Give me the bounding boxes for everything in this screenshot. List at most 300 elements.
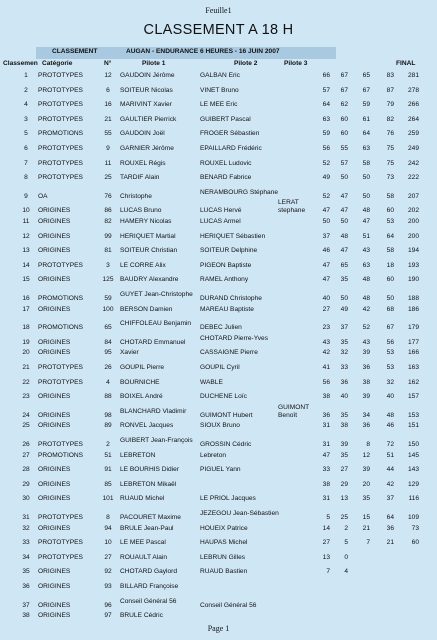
number-cell: 99 [104,232,112,240]
score-2-cell: 40 [340,393,348,401]
score-2-cell: 35 [340,411,348,419]
score-1-cell: 31 [322,441,330,448]
final-score-cell: 188 [407,295,419,302]
classement-label: CLASSEMENT [52,48,98,55]
pilot-2-cell: JEZEGOU Jean-Sébastien [200,510,279,517]
rank-cell: 21 [22,364,30,371]
pilot-2-cell: BENARD Fabrice [200,174,252,182]
score-3-cell: 42 [362,305,370,313]
score-2-cell: 50 [340,218,348,225]
header-pilote-1: Pilote 1 [142,60,166,67]
score-1-cell: 47 [322,207,330,215]
rank-cell: 29 [22,480,30,488]
pilot-1-cell: HAMERY Nicolas [120,218,172,225]
score-1-cell: 33 [322,466,330,474]
score-4-cell: 60 [386,207,394,215]
rank-cell: 15 [22,276,30,284]
pilot-2-cell: LUCAS Hervé [200,207,242,215]
score-1-cell: 64 [322,101,330,109]
category-cell: PROTOTYPES [38,378,83,386]
score-2-cell: 47 [340,192,348,200]
pilot-2-cell: PIGUEL Yann [200,466,241,474]
score-4-cell: 46 [386,422,394,430]
number-cell: 96 [104,601,112,609]
number-cell: 93 [104,583,112,590]
category-cell: ORIGINES [38,524,71,532]
pilot-2-cell: SOITEUR Delphine [200,247,258,255]
rank-cell: 33 [22,539,30,547]
rank-cell: 38 [22,612,30,620]
final-score-cell: 278 [407,86,419,94]
header-categorie: Catégorie [42,60,73,67]
rank-cell: 6 [24,145,28,152]
sheet-name: Feuille1 [205,6,232,15]
score-2-cell: 4 [344,568,348,576]
score-2-cell: 50 [340,295,348,302]
pilot-2-cell: EPAILLARD Frédéric [200,145,262,152]
pilot-1-cell: BOURNICHE [120,378,160,386]
pilot-2-cell: RUAUD Bastien [200,568,248,576]
number-cell: 76 [104,192,112,200]
score-3-cell: 7 [366,539,370,547]
score-1-cell: 41 [322,364,330,371]
score-1-cell: 23 [322,324,330,332]
pilot-2-cell: RAMEL Anthony [200,276,249,284]
rank-cell: 37 [22,601,30,609]
category-cell: PROMOTIONS [38,451,84,459]
final-score-cell: 153 [407,411,419,419]
score-2-cell: 13 [340,495,348,503]
score-3-cell: 47 [362,218,370,225]
final-score-cell: 194 [407,247,419,255]
score-1-cell: 5 [326,514,330,521]
score-1-cell: 56 [322,378,330,386]
score-3-cell: 12 [362,451,370,459]
score-4-cell: 82 [386,115,394,123]
rank-cell: 1 [24,72,28,79]
final-score-cell: 249 [407,145,419,152]
final-score-cell: 207 [407,192,419,200]
pilot-2-cell: DEBEC Julien [200,324,242,332]
rank-cell: 9 [24,192,28,200]
rank-cell: 36 [22,583,30,590]
category-cell: ORIGINES [38,218,71,225]
score-1-cell: 37 [322,232,330,240]
rank-cell: 25 [22,422,30,430]
score-1-cell: 47 [322,261,330,269]
score-4-cell: 21 [386,539,394,547]
pilot-1-cell: PACOURET Maxime [120,514,181,521]
rank-cell: 7 [24,159,28,167]
score-4-cell: 67 [386,324,394,332]
rank-cell: 22 [22,378,30,386]
number-cell: 100 [102,305,114,313]
category-cell: PROMOTIONS [38,130,84,138]
score-2-cell: 32 [340,349,348,357]
category-cell: ORIGINES [38,247,71,255]
score-4-cell: 64 [386,232,394,240]
score-4-cell: 58 [386,247,394,255]
pilot-1-cell: LE CORRE Alix [120,261,166,269]
score-4-cell: 83 [386,72,394,79]
score-2-cell: 55 [340,145,348,152]
pilot-1-cell: GAUDOIN Jérôme [120,72,175,79]
score-3-cell: 43 [362,247,370,255]
number-cell: 27 [104,553,112,561]
pilot-2-cell: GALBAN Eric [200,72,240,79]
category-cell: PROTOTYPES [38,539,83,547]
number-cell: 11 [104,159,112,167]
score-4-cell: 76 [386,130,394,138]
number-cell: 8 [106,514,110,521]
score-3-cell: 38 [362,378,370,386]
score-2-cell: 0 [344,553,348,561]
category-cell: ORIGINES [38,349,71,357]
rank-cell: 24 [22,411,30,419]
pilot-1-cell: LE BOURHIS Didier [120,466,179,474]
category-cell: ORIGINES [38,601,71,609]
score-2-cell: 2 [344,524,348,532]
pilot-1-cell: BRULE Jean-Paul [120,524,174,532]
score-2-cell: 60 [340,115,348,123]
pilot-1-cell: RUAUD Michel [120,495,165,503]
rank-cell: 4 [24,101,28,109]
score-3-cell: 20 [362,480,370,488]
final-score-cell: 143 [407,466,419,474]
score-3-cell: 15 [362,514,370,521]
final-score-cell: 177 [407,338,419,346]
pilot-1-cell: RONVEL Jacques [120,422,174,430]
score-3-cell: 65 [362,72,370,79]
category-cell: ORIGINES [38,393,71,401]
category-cell: PROTOTYPES [38,159,83,167]
score-4-cell: 32 [386,378,394,386]
pilot-1-cell: LE MEE Pascal [120,539,166,547]
number-cell: 12 [104,72,112,79]
score-1-cell: 47 [322,276,330,284]
rank-cell: 5 [24,130,28,138]
number-cell: 94 [104,524,112,532]
pilot-1-cell: CHIFFOLEAU Benjamin [120,320,192,328]
score-1-cell: 14 [322,524,330,532]
score-2-cell: 39 [340,441,348,448]
score-3-cell: 48 [362,276,370,284]
score-1-cell: 66 [322,72,330,79]
pilot-2-cell: CASSAIGNE Pierre [200,349,258,357]
score-3-cell: 48 [362,207,370,215]
pilot-1-cell: BAUDRY Alexandre [120,276,179,284]
final-score-cell: 166 [407,349,419,357]
pilot-1-cell: GARNIER Jérôme [120,145,174,152]
rank-cell: 20 [22,349,30,357]
final-score-cell: 200 [407,218,419,225]
score-2-cell: 48 [340,232,348,240]
score-4-cell: 58 [386,192,394,200]
score-4-cell: 51 [386,451,394,459]
pilot-2-cell: MAREAU Baptiste [200,305,254,313]
number-cell: 2 [106,441,110,448]
score-1-cell: 13 [322,553,330,561]
number-cell: 9 [106,145,110,152]
score-4-cell: 75 [386,159,394,167]
score-2-cell: 47 [340,247,348,255]
pilot-1-cell: BLANCHARD Vladimir [120,407,187,415]
pilot-2-cell: SIOUX Bruno [200,422,240,430]
score-4-cell: 64 [386,514,394,521]
score-3-cell: 34 [362,411,370,419]
score-4-cell: 48 [386,411,394,419]
pilot-1-cell: GOUPIL Pierre [120,364,165,371]
score-2-cell: 5 [344,539,348,547]
score-2-cell: 25 [340,514,348,521]
number-cell: 84 [104,338,112,346]
score-3-cell: 63 [362,261,370,269]
score-1-cell: 36 [322,411,330,419]
pilot-1-cell: Conseil Général 56 [120,597,177,605]
final-score-cell: 73 [411,524,419,532]
rank-cell: 27 [22,451,30,459]
number-cell: 65 [104,324,112,332]
event-banner [36,47,336,59]
header-pilote-3: Pilote 3 [284,60,308,67]
pilot-1-cell: CHOTARD Emmanuel [120,338,186,346]
pilot-2-cell: NERAMBOURG Stéphane [200,188,279,196]
final-score-cell: 264 [407,115,419,123]
category-cell: PROTOTYPES [38,101,83,109]
pilot-2-cell: GUIBERT Pascal [200,115,251,123]
score-2-cell: 38 [340,422,348,430]
score-1-cell: 56 [322,145,330,152]
number-cell: 26 [104,364,112,371]
rank-cell: 30 [22,495,30,503]
score-2-cell: 33 [340,364,348,371]
final-score-cell: 151 [407,422,419,430]
score-4-cell: 37 [386,495,394,503]
page-number: Page 1 [207,624,230,633]
pilot-2-cell: LEBRUN Gilles [200,553,246,561]
rank-cell: 13 [22,247,30,255]
number-cell: 89 [104,422,112,430]
final-score-cell: 60 [411,539,419,547]
final-score-cell: 259 [407,130,419,138]
score-4-cell: 72 [386,441,394,448]
pilot-1-cell: LEBRETON [120,451,156,459]
category-cell: PROTOTYPES [38,115,83,123]
final-score-cell: 266 [407,101,419,109]
score-2-cell: 35 [340,276,348,284]
score-4-cell: 40 [386,393,394,401]
number-cell: 25 [104,174,112,182]
category-cell: PROTOTYPES [38,174,83,182]
category-cell: ORIGINES [38,411,71,419]
rank-cell: 8 [24,174,28,182]
final-score-cell: 162 [407,378,419,386]
score-4-cell: 68 [386,305,394,313]
rank-cell: 28 [22,466,30,474]
header-final: FINAL [396,60,416,67]
score-1-cell: 47 [322,451,330,459]
pilot-2-cell: HOUEIX Patrice [200,524,248,532]
pilot-2-cell: VINET Bruno [200,86,239,94]
score-1-cell: 49 [322,174,330,182]
rank-cell: 23 [22,393,30,401]
pilot-1-cell: GUYET Jean-Christophe [120,291,193,298]
category-cell: ORIGINES [38,495,71,503]
header-pilote-2: Pilote 2 [234,60,258,67]
final-score-cell: 202 [407,207,419,215]
number-cell: 59 [104,295,112,302]
category-cell: PROTOTYPES [38,72,83,79]
rank-cell: 26 [22,441,30,448]
score-1-cell: 57 [322,86,330,94]
score-2-cell: 47 [340,207,348,215]
pilot-1-cell: MARIVINT Xavier [120,101,172,109]
pilot-2-cell: Lebreton [200,451,227,459]
score-4-cell: 79 [386,101,394,109]
score-2-cell: 49 [340,305,348,313]
score-3-cell: 39 [362,349,370,357]
pilot-2-cell: WABLE [200,378,223,386]
score-1-cell: 27 [322,305,330,313]
score-4-cell: 75 [386,145,394,152]
pilot-1-cell: Christophe [120,192,152,200]
score-1-cell: 40 [322,295,330,302]
score-3-cell: 67 [362,86,370,94]
score-1-cell: 50 [322,218,330,225]
number-cell: 85 [104,480,112,488]
pilot-1-cell: BILLARD Françoise [120,583,179,590]
score-4-cell: 56 [386,338,394,346]
score-1-cell: 27 [322,539,330,547]
score-4-cell: 18 [386,261,394,269]
category-cell: ORIGINES [38,466,71,474]
score-3-cell: 64 [362,130,370,138]
score-1-cell: 63 [322,115,330,123]
score-1-cell: 38 [322,480,330,488]
category-cell: PROMOTIONS [38,324,84,332]
number-cell: 51 [104,451,112,459]
score-3-cell: 58 [362,159,370,167]
number-cell: 21 [104,115,112,123]
score-3-cell: 43 [362,338,370,346]
pilot-1-cell: Xavier [120,349,139,357]
rank-cell: 12 [22,232,30,240]
pilot-2-cell: GOUPIL Cyril [200,364,240,371]
category-cell: ORIGINES [38,207,71,215]
rank-cell: 19 [22,338,30,346]
pilot-1-cell: BERSON Damien [120,305,173,313]
rank-cell: 35 [22,568,30,576]
rank-cell: 14 [22,261,30,269]
pilot-2-cell: FROGER Sébastien [200,130,260,138]
score-3-cell: 61 [362,115,370,123]
rank-cell: 17 [22,305,30,313]
number-cell: 97 [104,612,112,620]
category-cell: ORIGINES [38,568,71,576]
category-cell: PROTOTYPES [38,86,83,94]
number-cell: 81 [104,247,112,255]
category-cell: ORIGINES [38,232,71,240]
score-2-cell: 57 [340,159,348,167]
final-score-cell: 222 [407,174,419,182]
score-4-cell: 36 [386,524,394,532]
score-4-cell: 87 [386,86,394,94]
rank-cell: 2 [24,86,28,94]
pilot-2-cell: DURAND Christophe [200,295,262,302]
rank-cell: 3 [24,115,28,123]
rank-cell: 11 [22,218,30,225]
category-cell: ORIGINES [38,422,71,430]
category-cell: ORIGINES [38,583,71,590]
score-1-cell: 46 [322,247,330,255]
header-classement: Classemen [3,60,38,67]
final-score-cell: 179 [407,324,419,332]
score-3-cell: 21 [362,524,370,532]
pilot-2-cell: LE MEE Eric [200,101,238,109]
category-cell: ORIGINES [38,612,71,620]
number-cell: 101 [102,495,114,503]
score-2-cell: 65 [340,261,348,269]
final-score-cell: 157 [407,393,419,401]
score-1-cell: 7 [326,568,330,576]
pilot-2-cell: HERIQUET Sébastien [200,232,266,240]
score-3-cell: 36 [362,422,370,430]
final-score-cell: 145 [407,451,419,459]
score-3-cell: 50 [362,174,370,182]
rank-cell: 34 [22,553,30,561]
score-2-cell: 60 [340,130,348,138]
score-1-cell: 52 [322,192,330,200]
final-score-cell: 186 [407,305,419,313]
number-cell: 10 [104,539,112,547]
pilot-1-cell: BRULE Cédric [120,612,163,620]
number-cell: 16 [104,101,112,109]
category-cell: ORIGINES [38,338,71,346]
event-title: AUGAN - ENDURANCE 6 HEURES - 16 JUIN 2007 [126,48,280,55]
final-score-cell: 163 [407,364,419,371]
number-cell: 86 [104,207,112,215]
pilot-1-cell: GAUDOIN Joël [120,130,165,138]
score-1-cell: 52 [322,159,330,167]
score-2-cell: 50 [340,174,348,182]
score-2-cell: 35 [340,451,348,459]
header-num: N° [104,60,112,67]
score-2-cell: 67 [340,86,348,94]
number-cell: 82 [104,218,112,225]
category-cell: ORIGINES [38,305,71,313]
final-score-cell: 109 [407,514,419,521]
pilot-1-cell: LUCAS Bruno [120,207,162,215]
score-4-cell: 53 [386,364,394,371]
number-cell: 6 [106,86,110,94]
pilot-1-cell: BOIXEL André [120,393,163,401]
pilot-1-cell: LEBRETON Mikaël [120,480,177,488]
category-cell: PROTOTYPES [38,145,83,152]
pilot-2-cell: DUCHENE Loïc [200,393,247,401]
number-cell: 95 [104,349,112,357]
category-cell: ORIGINES [38,276,71,284]
pilot-2-cell: PIGEON Baptiste [200,261,252,269]
score-2-cell: 35 [340,338,348,346]
final-score-cell: 116 [408,495,419,503]
score-3-cell: 48 [362,295,370,302]
score-1-cell: 59 [322,130,330,138]
column-headers [0,60,437,70]
category-cell: PROTOTYPES [38,553,83,561]
score-4-cell: 60 [386,276,394,284]
category-cell: PROTOTYPES [38,261,83,269]
final-score-cell: 190 [407,276,419,284]
